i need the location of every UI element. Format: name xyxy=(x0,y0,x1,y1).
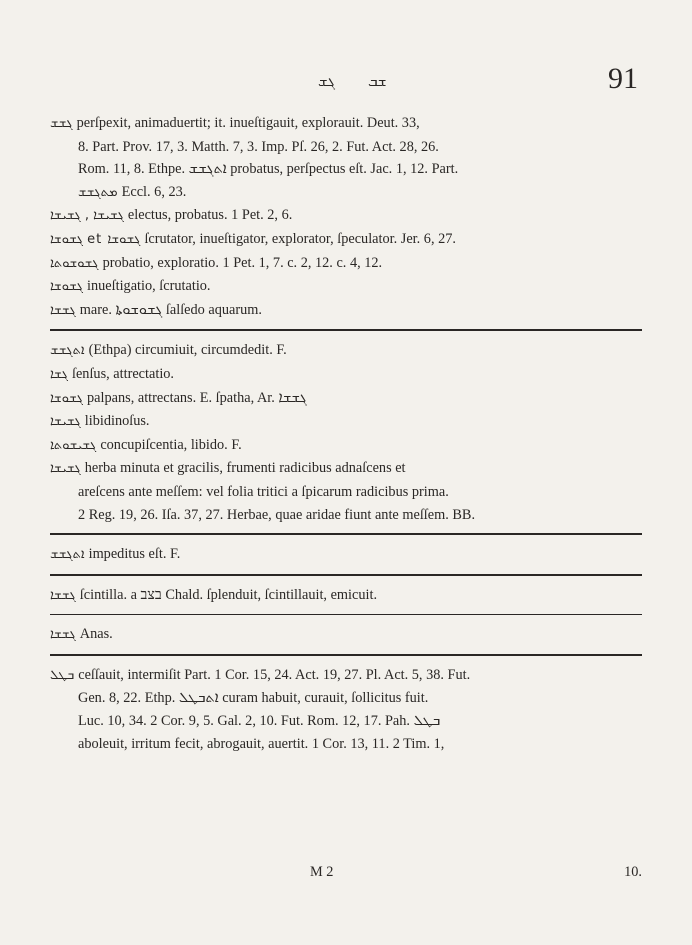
entry-text: Luc. 10, 34. 2 Cor. 9, 5. Gal. 2, 10. Fut. Rom. 12, 17. Pah. ܒܛܠ xyxy=(78,713,441,730)
entry-line xyxy=(50,733,642,756)
entry-block-5 xyxy=(50,623,642,647)
entry-text: impeditus eſt. F. xyxy=(88,546,181,563)
entry-text: palpans, attrectans. E. ſpatha, Ar. ܓܫܫܐ xyxy=(87,389,307,406)
entry-text: electus, probatus. 1 Pet. 2, 6. xyxy=(127,207,293,224)
entry-text: ſcintilla. a בצב Chald. ſplenduit, ſcintillauit, emicuit. xyxy=(79,586,378,603)
entry-text: mare. ܓܫܘܫܘܬܐ ſalſedo aquarum. xyxy=(79,301,262,318)
entry-line xyxy=(50,204,642,228)
entry-line xyxy=(50,481,642,504)
entry-text: 2 Reg. 19, 26. Iſa. 37, 27. Herbae, quae aridae fiunt ante meſſem. BB. xyxy=(78,506,476,523)
entry-text: ſenſus, attrectatio. xyxy=(71,365,175,382)
entry-block-4 xyxy=(50,584,642,608)
section-divider xyxy=(50,533,642,535)
entry-line xyxy=(50,543,642,567)
entry-text: Gen. 8, 22. Ethp. ܐܬܒܛܠ curam habuit, curauit, ſollicitus fuit. xyxy=(78,690,429,707)
entry-text: concupiſcentia, libido. F. xyxy=(100,436,242,453)
entry-line xyxy=(50,504,642,527)
entry-block-6 xyxy=(50,664,642,755)
entry-line xyxy=(50,664,642,688)
syriac-headword: ܓܫܝܫܐ xyxy=(50,414,81,430)
entry-line xyxy=(50,252,642,276)
entry-text: libidinoſus. xyxy=(84,413,150,430)
entry-line xyxy=(50,623,642,647)
syriac-headword: ܐܬܓܫܫ xyxy=(50,547,85,563)
entry-line xyxy=(50,710,642,733)
syriac-headword: ܓܫܫܐ xyxy=(50,302,76,318)
entry-text: (Ethpa) circumiuit, circumdedit. F. xyxy=(88,342,287,359)
syriac-headword: ܓܫܫܐ xyxy=(50,627,76,643)
syriac-headword: ܓܫܝܫܐ xyxy=(50,461,81,477)
syriac-headword: ܓܫܫܐ xyxy=(50,587,76,603)
syriac-headword: ܓܫܘܫܐ xyxy=(50,279,84,295)
entry-line xyxy=(50,339,642,363)
syriac-headword: ܓܫܘܫܐ xyxy=(50,390,84,406)
section-divider xyxy=(50,574,642,576)
entry-text: areſcens ante meſſem: vel folia tritici a ſpicarum radicibus prima. xyxy=(78,483,449,500)
entry-block-1 xyxy=(50,112,642,322)
section-divider xyxy=(50,614,642,615)
entry-line xyxy=(50,584,642,608)
section-divider xyxy=(50,654,642,656)
syriac-headword: ܓܫܐ xyxy=(50,366,68,382)
header-left-word: ܓܫ xyxy=(318,72,336,90)
entry-text: aboleuit, irritum fecit, abrogauit, auertit. 1 Cor. 13, 11. 2 Tim. 1, xyxy=(78,735,445,752)
entry-text: ceſſauit, intermiſit Part. 1 Cor. 15, 24. Act. 19, 27. Pl. Act. 5, 38. Fut. xyxy=(78,666,471,683)
entry-line xyxy=(50,457,642,481)
entry-line xyxy=(50,181,642,205)
entry-text: Anas. xyxy=(79,626,113,643)
entries-body xyxy=(50,112,642,755)
entry-block-2 xyxy=(50,339,642,526)
syriac-headword: ܡܬܓܫܫ xyxy=(78,184,118,200)
syriac-headword: ܓܫܫ xyxy=(50,116,73,131)
entry-line xyxy=(50,687,642,710)
entry-line xyxy=(50,363,642,387)
entry-text: perſpexit, animaduertit; it. inueſtigauit, explorauit. Deut. 33, xyxy=(76,115,420,131)
signature-mark: M 2 xyxy=(310,864,334,880)
syriac-headword: ܓܫܘܫܘܬܐ xyxy=(50,255,99,271)
page-number: 91 xyxy=(608,62,638,95)
entry-line xyxy=(50,136,642,159)
entry-line xyxy=(50,158,642,181)
section-divider xyxy=(50,329,642,331)
entry-line xyxy=(50,410,642,434)
syriac-headword: ܐܬܓܫܫ xyxy=(50,343,85,359)
catchword: 10. xyxy=(624,864,642,880)
entry-text: herba minuta et gracilis, frumenti radicibus adnaſcens et xyxy=(84,460,406,477)
entry-line xyxy=(50,434,642,458)
entry-text: Rom. 11, 8. Ethpe. ܐܬܓܫܫ probatus, perſpectus eſt. Jac. 1, 12. Part. xyxy=(78,161,459,178)
entry-line xyxy=(50,299,642,323)
entry-block-3 xyxy=(50,543,642,567)
entry-text: Eccl. 6, 23. xyxy=(121,183,187,200)
entry-line xyxy=(50,387,642,411)
entry-text: probatio, exploratio. 1 Pet. 1, 7. c. 2, 12. c. 4, 12. xyxy=(102,254,383,271)
header-right-word: ܫܒ xyxy=(368,72,387,90)
entry-line xyxy=(50,275,642,299)
entry-line xyxy=(50,228,642,252)
syriac-headword: ܓܫܝܫܘܬܐ xyxy=(50,437,97,453)
entry-text: 8. Part. Prov. 17, 3. Matth. 7, 3. Imp. Pſ. 26, 2. Fut. Act. 28, 26. xyxy=(78,138,439,155)
syriac-headword: ܒܛܠ xyxy=(50,667,75,683)
syriac-headword: ܓܫܝܫܐ , ܓܫܝܫܐ xyxy=(50,208,124,224)
entry-text: ſcrutator, inueſtigator, explorator, ſpeculator. Jer. 6, 27. xyxy=(144,230,456,247)
running-header xyxy=(0,62,692,102)
syriac-headword: ܓܫܘܫܐ et ܓܫܘܫܐ xyxy=(50,231,141,247)
entry-text: inueſtigatio, ſcrutatio. xyxy=(87,278,211,295)
entry-line xyxy=(50,112,642,136)
